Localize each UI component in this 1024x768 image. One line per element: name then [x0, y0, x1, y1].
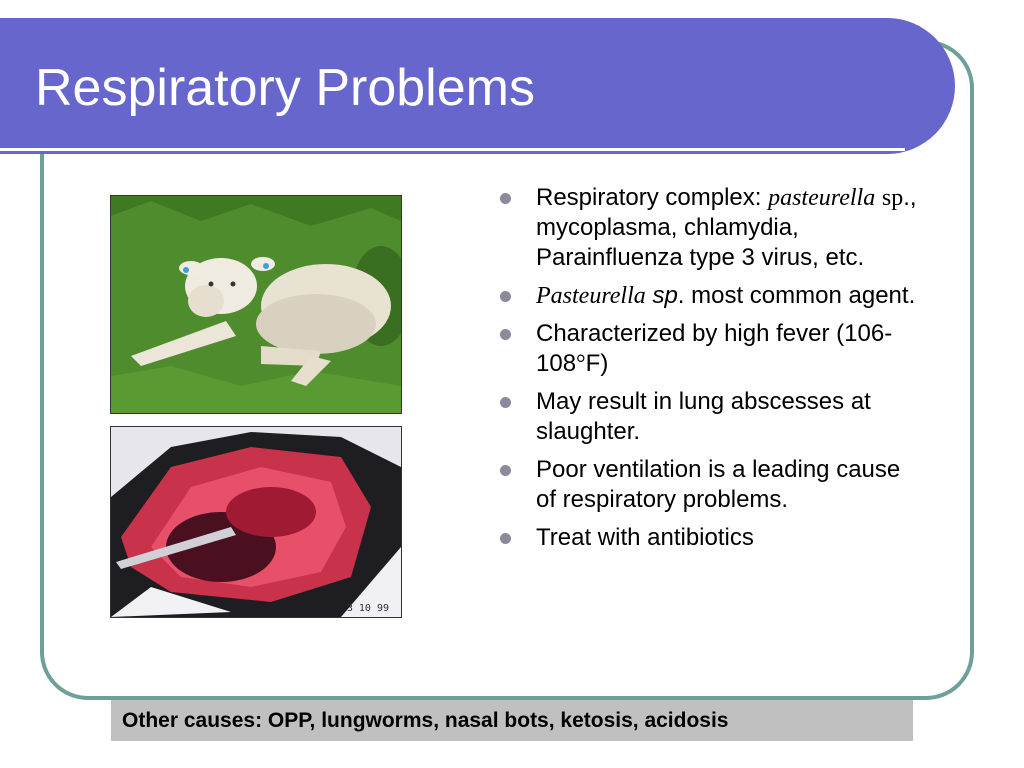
bullet-text-rest: . most common agent. [677, 282, 916, 309]
bullet-text-rest: ., mycoplasma, chlamydia, Parainfluenza type 3 virus, etc. [536, 184, 917, 271]
bullet-text-end: F) [585, 350, 609, 377]
bullet-dot-icon [500, 465, 511, 476]
bullet-list [498, 183, 918, 561]
lamb-photo [110, 195, 402, 414]
bullet-sp-term: sp [652, 282, 678, 309]
bullet-sp-term: sp [881, 185, 904, 211]
bullet-dot-icon [500, 193, 511, 204]
bullet-dot-icon [500, 533, 511, 544]
bullet-item [498, 319, 918, 379]
bullet-item [498, 387, 918, 447]
necropsy-photo [110, 426, 402, 618]
bullet-item [498, 281, 918, 311]
bullet-dot-icon [500, 291, 511, 302]
footer-note: Other causes: OPP, lungworms, nasal bots, ketosis, acidosis [111, 700, 913, 741]
title-bar [0, 18, 955, 154]
bullet-text: Characterized by high fever (106-108 [536, 320, 893, 377]
photo-date-stamp: 3 10 99 [346, 603, 389, 614]
bullet-dot-icon [500, 329, 511, 340]
bullet-item [498, 455, 918, 515]
bullet-italic-term: Pasteurella [536, 283, 646, 309]
bullet-italic-term: pasteurella [768, 185, 876, 211]
bullet-text: Treat with antibiotics [536, 524, 754, 551]
bullet-dot-icon [500, 397, 511, 408]
bullet-item [498, 183, 918, 273]
bullet-item [498, 523, 918, 553]
bullet-text: May result in lung abscesses at slaughter. [536, 388, 871, 445]
bullet-text: Poor ventilation is a leading cause of respiratory problems. [536, 456, 901, 513]
slide-title: Respiratory Problems [35, 59, 535, 117]
title-underline [0, 148, 905, 151]
bullet-text: Respiratory complex: [536, 184, 762, 211]
degree-symbol: ° [576, 351, 586, 377]
